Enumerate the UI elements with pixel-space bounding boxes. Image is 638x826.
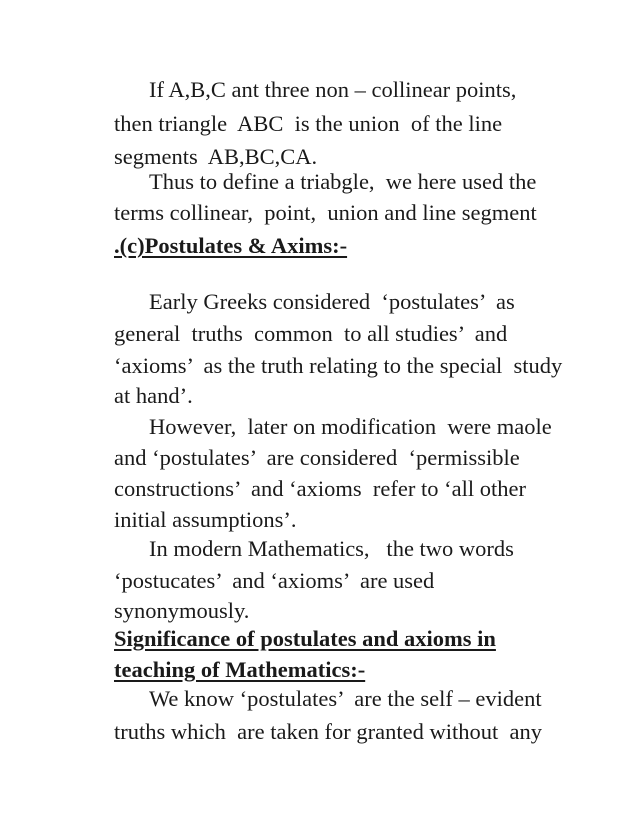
paragraph-line: Thus to define a triabgle, we here used the	[149, 169, 537, 194]
paragraph-line: then triangle ABC is the union of the line	[114, 111, 503, 136]
paragraph-line: general truths common to all studies’ and	[114, 321, 508, 346]
section-heading-significance: Significance of postulates and axioms in	[114, 626, 496, 651]
section-heading-postulates-axioms: .(c)Postulates & Axims:-	[114, 233, 348, 258]
paragraph-line: However, later on modification were maole	[149, 414, 552, 439]
paragraph-line: Early Greeks considered ‘postulates’ as	[149, 289, 515, 314]
paragraph-line: and ‘postulates’ are considered ‘permissible	[114, 445, 520, 470]
section-heading-significance-continued: teaching of Mathematics:-	[114, 657, 366, 682]
paragraph-line: If A,B,C ant three non – collinear points,	[149, 77, 517, 102]
paragraph-line: We know ‘postulates’ are the self – evident	[149, 686, 542, 711]
paragraph-line: synonymously.	[114, 598, 250, 623]
paragraph-line: terms collinear, point, union and line segment	[114, 200, 537, 225]
paragraph-line: constructions’ and ‘axioms refer to ‘all other	[114, 476, 526, 501]
paragraph-line: truths which are taken for granted without any	[114, 719, 542, 744]
paragraph-line: segments AB,BC,CA.	[114, 144, 318, 169]
paragraph-line: at hand’.	[114, 383, 193, 408]
paragraph-line: initial assumptions’.	[114, 507, 297, 532]
paragraph-line: ‘axioms’ as the truth relating to the special study	[114, 353, 563, 378]
paragraph-line: In modern Mathematics, the two words	[149, 536, 514, 561]
paragraph-line: ‘postucates’ and ‘axioms’ are used	[114, 568, 435, 593]
